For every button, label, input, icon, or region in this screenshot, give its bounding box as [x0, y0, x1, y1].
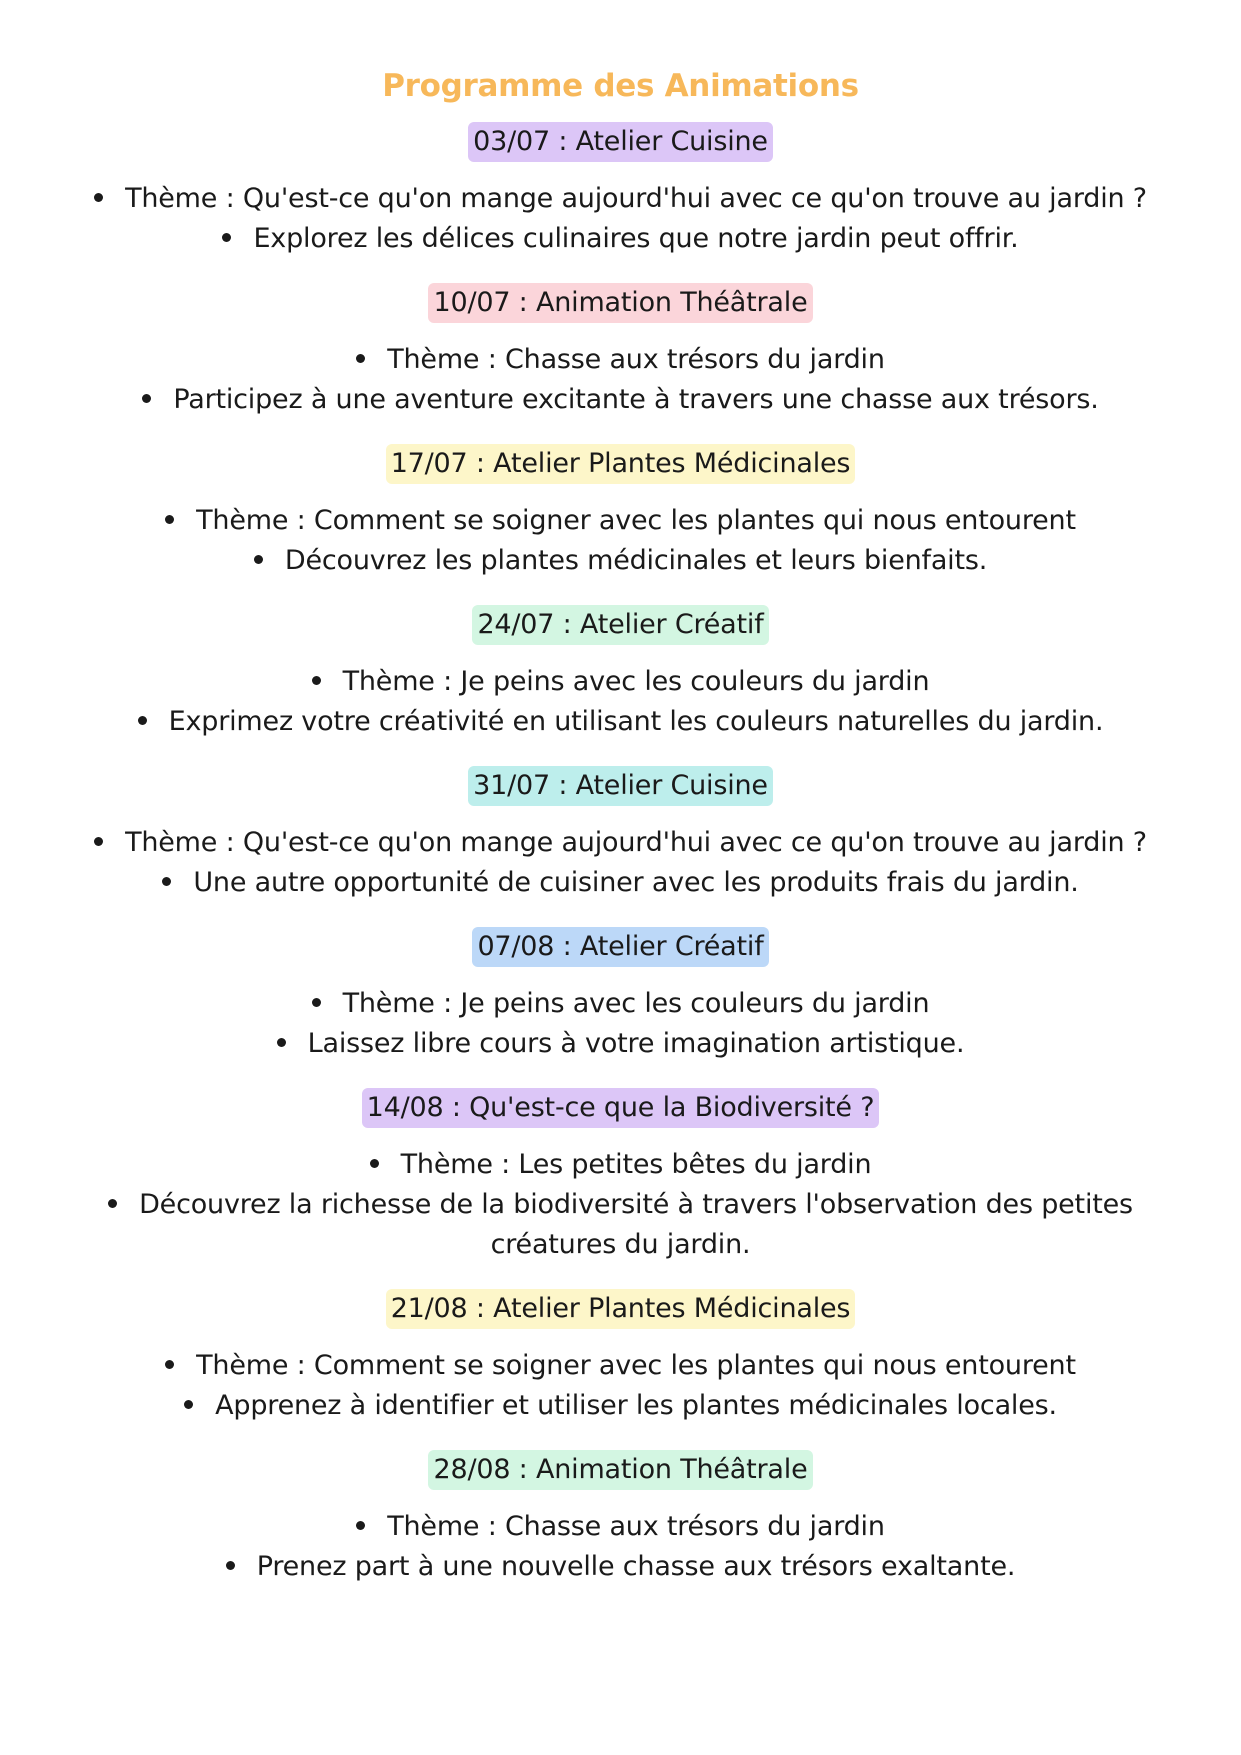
- bullet-icon: [165, 515, 174, 524]
- event-header: 17/07 : Atelier Plantes Médicinales: [386, 444, 856, 484]
- bullet-icon: [356, 354, 365, 363]
- bullet-icon: [108, 1199, 117, 1208]
- event-details: [0, 179, 1241, 259]
- event-description: Découvrez les plantes médicinales et leurs bienfaits.: [0, 541, 1241, 581]
- bullet-icon: [254, 555, 263, 564]
- event-details: [0, 662, 1241, 742]
- bullet-icon: [370, 1159, 379, 1168]
- event-header: 31/07 : Atelier Cuisine: [468, 766, 773, 806]
- event-block: [0, 1088, 1241, 1265]
- bullet-icon: [312, 676, 321, 685]
- event-details: [0, 1145, 1241, 1265]
- event-description: Prenez part à une nouvelle chasse aux trésors exaltante.: [0, 1547, 1241, 1587]
- event-details: [0, 823, 1241, 903]
- bullet-icon: [226, 1561, 235, 1570]
- bullet-icon: [142, 394, 151, 403]
- event-block: [0, 605, 1241, 742]
- bullet-icon: [162, 877, 171, 886]
- bullet-icon: [94, 837, 103, 846]
- event-theme: Thème : Comment se soigner avec les plantes qui nous entourent: [0, 1346, 1241, 1386]
- event-theme: Thème : Qu'est-ce qu'on mange aujourd'hui avec ce qu'on trouve au jardin ?: [0, 823, 1241, 863]
- event-description: Laissez libre cours à votre imagination artistique.: [0, 1024, 1241, 1064]
- event-block: [0, 122, 1241, 259]
- bullet-icon: [165, 1360, 174, 1369]
- event-block: [0, 1450, 1241, 1587]
- bullet-icon: [184, 1400, 193, 1409]
- bullet-icon: [94, 193, 103, 202]
- event-header: 03/07 : Atelier Cuisine: [468, 122, 773, 162]
- bullet-icon: [277, 1038, 286, 1047]
- event-block: [0, 283, 1241, 420]
- event-details: [0, 501, 1241, 581]
- bullet-icon: [356, 1521, 365, 1530]
- event-theme: Thème : Je peins avec les couleurs du jardin: [0, 984, 1241, 1024]
- event-theme: Thème : Les petites bêtes du jardin: [0, 1145, 1241, 1185]
- event-description: Explorez les délices culinaires que notre jardin peut offrir.: [0, 219, 1241, 259]
- event-header: 24/07 : Atelier Créatif: [472, 605, 768, 645]
- event-description: Exprimez votre créativité en utilisant les couleurs naturelles du jardin.: [0, 702, 1241, 742]
- event-description: Une autre opportunité de cuisiner avec les produits frais du jardin.: [0, 863, 1241, 903]
- page-title: Programme des Animations: [382, 68, 859, 104]
- event-details: [0, 1507, 1241, 1587]
- event-header: 07/08 : Atelier Créatif: [472, 927, 768, 967]
- event-header: 28/08 : Animation Théâtrale: [428, 1450, 812, 1490]
- bullet-icon: [138, 716, 147, 725]
- event-header: 21/08 : Atelier Plantes Médicinales: [386, 1289, 856, 1329]
- bullet-icon: [222, 233, 231, 242]
- event-block: [0, 766, 1241, 903]
- event-description: Participez à une aventure excitante à travers une chasse aux trésors.: [0, 380, 1241, 420]
- event-details: [0, 340, 1241, 420]
- event-theme: Thème : Qu'est-ce qu'on mange aujourd'hui avec ce qu'on trouve au jardin ?: [0, 179, 1241, 219]
- event-details: [0, 984, 1241, 1064]
- event-theme: Thème : Chasse aux trésors du jardin: [0, 340, 1241, 380]
- event-description: Apprenez à identifier et utiliser les plantes médicinales locales.: [0, 1386, 1241, 1426]
- event-theme: Thème : Comment se soigner avec les plantes qui nous entourent: [0, 501, 1241, 541]
- event-theme: Thème : Je peins avec les couleurs du jardin: [0, 662, 1241, 702]
- event-theme: Thème : Chasse aux trésors du jardin: [0, 1507, 1241, 1547]
- event-block: [0, 927, 1241, 1064]
- bullet-icon: [312, 998, 321, 1007]
- event-block: [0, 444, 1241, 581]
- event-details: [0, 1346, 1241, 1426]
- event-block: [0, 1289, 1241, 1426]
- event-header: 10/07 : Animation Théâtrale: [428, 283, 812, 323]
- event-description: Découvrez la richesse de la biodiversité à travers l'observation des petites créatures du jardin.: [91, 1185, 1151, 1265]
- event-header: 14/08 : Qu'est-ce que la Biodiversité ?: [362, 1088, 880, 1128]
